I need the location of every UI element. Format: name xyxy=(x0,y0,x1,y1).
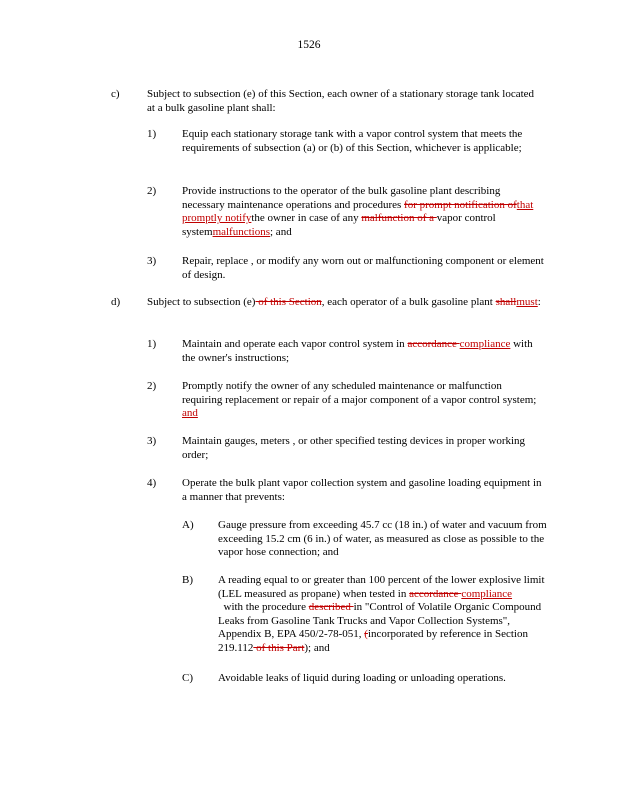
section-c-label: c) xyxy=(111,88,120,100)
d-item-1-text xyxy=(182,338,544,365)
d-item-2-label: 2) xyxy=(147,380,157,392)
c-item-2-inserted-a: that promptly notify xyxy=(182,198,534,225)
d-intro-text-b: , each operator of a bulk gasoline plant xyxy=(321,296,496,308)
d-sub-b-deleted-b: described xyxy=(308,601,354,614)
d-sub-c-text: Avoidable leaks of liquid during loading or unloading operations. xyxy=(218,672,506,684)
d-item-1-deleted: accordance xyxy=(407,338,460,350)
d-item-1-label: 1) xyxy=(147,338,157,350)
section-d-label: d) xyxy=(111,296,121,308)
d-intro-deleted-a: of this Section xyxy=(255,296,322,308)
d-item-1-text-a: Maintain and operate each vapor control system in xyxy=(182,338,408,350)
d-item-3-text: Maintain gauges, meters , or other specified testing devices in proper working order; xyxy=(182,435,526,461)
section-c-intro: Subject to subsection (e) of this Section, each owner of a stationary storage tank located at a bulk gasoline plant shall: xyxy=(147,88,535,114)
d-item-1-text-b: with the owner's instructions; xyxy=(182,338,533,364)
d-intro-text-a: Subject to subsection (e) xyxy=(147,296,256,308)
c-item-2-text-c: vapor control system xyxy=(182,212,496,238)
d-item-2-text xyxy=(182,380,544,421)
d-item-4-label: 4) xyxy=(147,477,157,489)
c-item-2-text-d: ; and xyxy=(270,225,292,238)
d-intro-inserted: must xyxy=(516,296,538,308)
d-intro-deleted-b: shall xyxy=(495,296,517,308)
c-item-2-text-b: the owner in case of any xyxy=(251,212,362,225)
c-item-2-label: 2) xyxy=(147,185,157,197)
d-sub-a-text: Gauge pressure from exceeding 45.7 cc (18 in.) of water and vacuum from exceeding 15.2 cm (6 in.) of water, as measured as close as possible to the vapor hose connection; and xyxy=(218,519,547,559)
d-sub-c-label: C) xyxy=(182,672,193,684)
c-item-2-text xyxy=(182,185,544,239)
d-sub-b-deleted-c: ( xyxy=(364,628,368,641)
d-item-2-inserted: and xyxy=(182,407,198,420)
c-item-2-deleted-a: for prompt notification of xyxy=(404,198,517,211)
d-sub-b-text-c: in "Control of Volatile Organic Compound Leaks from Gasoline Tank Trucks and Vapor Collection Systems", Appendix B, EPA 450/2-78-051, xyxy=(218,601,542,641)
d-sub-b-label: B) xyxy=(182,574,193,586)
d-sub-b-text-e: ); and xyxy=(304,641,330,654)
d-sub-b-text-b: with the procedure xyxy=(218,601,309,614)
d-sub-b-text xyxy=(218,574,548,656)
section-d-intro xyxy=(147,296,547,310)
c-item-3-label: 3) xyxy=(147,255,157,267)
c-item-2-text-a: Provide instructions to the operator of the bulk gasoline plant describing necessary maintenance operations and procedures xyxy=(182,185,501,211)
c-item-2-deleted-b: malfunction of a xyxy=(361,212,437,225)
d-item-4-text: Operate the bulk plant vapor collection system and gasoline loading equipment in a manner that prevents: xyxy=(182,477,542,503)
d-intro-text-c: : xyxy=(537,296,541,308)
d-sub-b-deleted-a: accordance xyxy=(409,587,462,600)
d-sub-b-text-d: incorporated by reference in Section 219.112 xyxy=(218,628,528,654)
c-item-1-label: 1) xyxy=(147,128,157,140)
d-sub-b-inserted-a: compliance xyxy=(461,587,513,600)
c-item-1-text: Equip each stationary storage tank with a vapor control system that meets the requirements of subsection (a) or (b) of this Section, whichever is applicable; xyxy=(182,128,523,154)
d-sub-a-label: A) xyxy=(182,519,194,531)
d-item-2-text-main: Promptly notify the owner of any scheduled maintenance or malfunction requiring replacement or repair of a major component of a vapor control system; xyxy=(182,380,537,406)
d-item-3-label: 3) xyxy=(147,435,157,447)
d-sub-b-text-a: A reading equal to or greater than 100 percent of the lower explosive limit (LEL measured as propane) when tested in xyxy=(218,574,545,600)
c-item-2-inserted-b: malfunctions xyxy=(212,225,270,238)
d-sub-b-deleted-d: of this Part xyxy=(253,641,305,654)
d-item-1-inserted: compliance xyxy=(459,338,511,350)
c-item-3-text: Repair, replace , or modify any worn out or malfunctioning component or element of design. xyxy=(182,255,544,281)
page-number: 1526 xyxy=(297,39,321,51)
